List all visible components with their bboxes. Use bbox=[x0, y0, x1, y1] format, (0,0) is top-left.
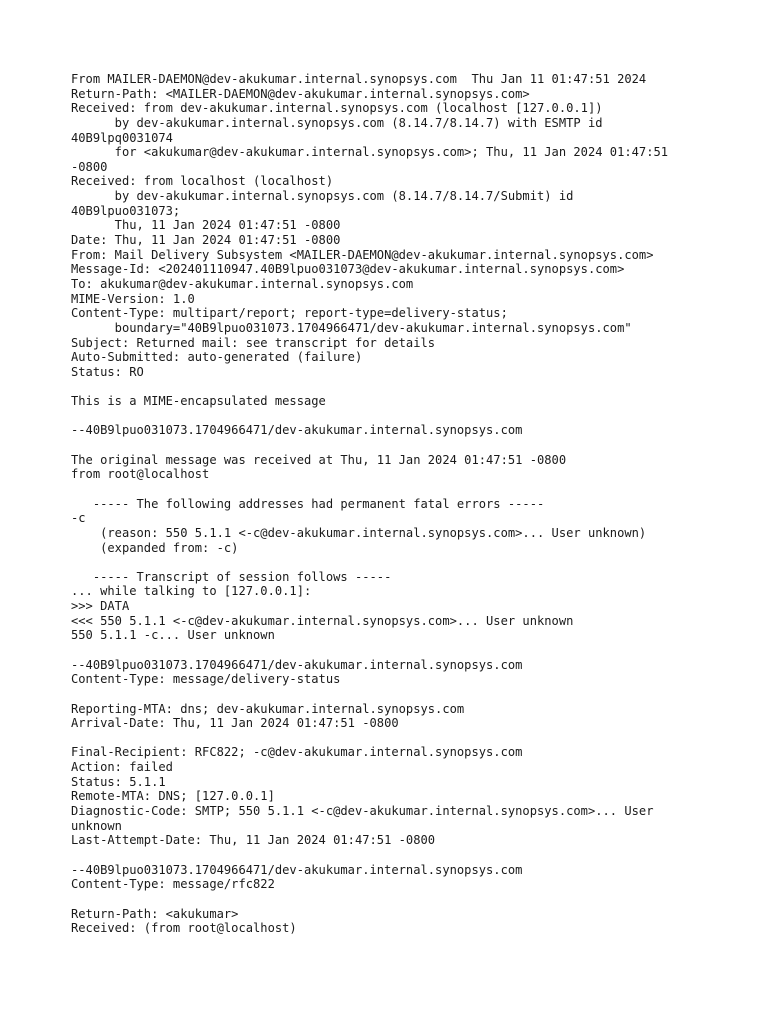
text-line: 550 5.1.1 -c... User unknown bbox=[71, 628, 275, 643]
text-line: ... while talking to [127.0.0.1]: bbox=[71, 584, 312, 599]
text-line: Content-Type: message/rfc822 bbox=[71, 877, 275, 892]
blank-line bbox=[71, 643, 761, 658]
text-line: from root@localhost bbox=[71, 467, 210, 482]
text-line: Subject: Returned mail: see transcript for details bbox=[71, 335, 436, 350]
text-line: --40B9lpuo031073.1704966471/dev-akukumar.internal.synopsys.com bbox=[71, 657, 523, 672]
text-line: To: akukumar@dev-akukumar.internal.synopsys.com bbox=[71, 276, 414, 291]
text-line: -c bbox=[71, 511, 86, 526]
text-line: Message-Id: <202401110947.40B9lpuo031073@dev-akukumar.internal.synopsys.com> bbox=[71, 262, 625, 277]
text-line: (reason: 550 5.1.1 <-c@dev-akukumar.internal.synopsys.com>... User unknown) bbox=[71, 525, 647, 540]
email-source-document bbox=[71, 72, 761, 936]
text-line: 40B9lpq0031074 bbox=[71, 130, 173, 145]
text-line: Return-Path: <akukumar> bbox=[71, 906, 239, 921]
text-line: Status: RO bbox=[71, 364, 144, 379]
text-line: Return-Path: <MAILER-DAEMON@dev-akukumar.internal.synopsys.com> bbox=[71, 86, 530, 101]
text-line: Received: from dev-akukumar.internal.synopsys.com (localhost [127.0.0.1]) bbox=[71, 101, 603, 116]
text-line: Status: 5.1.1 bbox=[71, 774, 166, 789]
text-line: Received: (from root@localhost) bbox=[71, 921, 297, 936]
text-line: Thu, 11 Jan 2024 01:47:51 -0800 bbox=[71, 218, 341, 233]
text-line: <<< 550 5.1.1 <-c@dev-akukumar.internal.synopsys.com>... User unknown bbox=[71, 613, 574, 628]
text-line: This is a MIME-encapsulated message bbox=[71, 394, 326, 409]
text-line: for <akukumar@dev-akukumar.internal.synopsys.com>; Thu, 11 Jan 2024 01:47:51 bbox=[71, 145, 669, 160]
text-line: Content-Type: message/delivery-status bbox=[71, 672, 341, 687]
text-line: 40B9lpuo031073; bbox=[71, 203, 181, 218]
text-line: ----- Transcript of session follows ----- bbox=[71, 569, 392, 584]
text-line: boundary="40B9lpuo031073.1704966471/dev-akukumar.internal.synopsys.com" bbox=[71, 320, 632, 335]
text-line: Remote-MTA: DNS; [127.0.0.1] bbox=[71, 789, 275, 804]
text-line: -0800 bbox=[71, 159, 108, 174]
text-line: Final-Recipient: RFC822; -c@dev-akukumar.internal.synopsys.com bbox=[71, 745, 523, 760]
text-line: by dev-akukumar.internal.synopsys.com (8.14.7/8.14.7) with ESMTP id bbox=[71, 115, 603, 130]
text-line: --40B9lpuo031073.1704966471/dev-akukumar.internal.synopsys.com bbox=[71, 862, 523, 877]
text-line: From MAILER-DAEMON@dev-akukumar.internal.synopsys.com Thu Jan 11 01:47:51 2024 bbox=[71, 72, 647, 86]
text-line: --40B9lpuo031073.1704966471/dev-akukumar.internal.synopsys.com bbox=[71, 423, 523, 438]
text-line: (expanded from: -c) bbox=[71, 540, 239, 555]
text-line: ----- The following addresses had permanent fatal errors ----- bbox=[71, 496, 545, 511]
text-line: by dev-akukumar.internal.synopsys.com (8.14.7/8.14.7/Submit) id bbox=[71, 189, 574, 204]
blank-line bbox=[71, 848, 761, 863]
text-line: Date: Thu, 11 Jan 2024 01:47:51 -0800 bbox=[71, 233, 341, 248]
text-line: Action: failed bbox=[71, 760, 173, 775]
blank-line bbox=[71, 687, 761, 702]
text-line: >>> DATA bbox=[71, 599, 130, 614]
text-line: Auto-Submitted: auto-generated (failure) bbox=[71, 350, 363, 365]
text-line: From: Mail Delivery Subsystem <MAILER-DAEMON@dev-akukumar.internal.synopsys.com> bbox=[71, 247, 654, 262]
text-line: Content-Type: multipart/report; report-type=delivery-status; bbox=[71, 306, 508, 321]
blank-line bbox=[71, 409, 761, 424]
text-line: unknown bbox=[71, 818, 122, 833]
blank-line bbox=[71, 482, 761, 497]
text-line: Last-Attempt-Date: Thu, 11 Jan 2024 01:47:51 -0800 bbox=[71, 833, 436, 848]
blank-line bbox=[71, 892, 761, 907]
text-line: The original message was received at Thu, 11 Jan 2024 01:47:51 -0800 bbox=[71, 452, 567, 467]
blank-line bbox=[71, 379, 761, 394]
text-line: MIME-Version: 1.0 bbox=[71, 291, 195, 306]
text-line: Diagnostic-Code: SMTP; 550 5.1.1 <-c@dev-akukumar.internal.synopsys.com>... User bbox=[71, 804, 654, 819]
blank-line bbox=[71, 731, 761, 746]
text-line: Reporting-MTA: dns; dev-akukumar.internal.synopsys.com bbox=[71, 701, 465, 716]
text-line: Arrival-Date: Thu, 11 Jan 2024 01:47:51 -0800 bbox=[71, 716, 399, 731]
blank-line bbox=[71, 555, 761, 570]
blank-line bbox=[71, 438, 761, 453]
text-line: Received: from localhost (localhost) bbox=[71, 174, 334, 189]
